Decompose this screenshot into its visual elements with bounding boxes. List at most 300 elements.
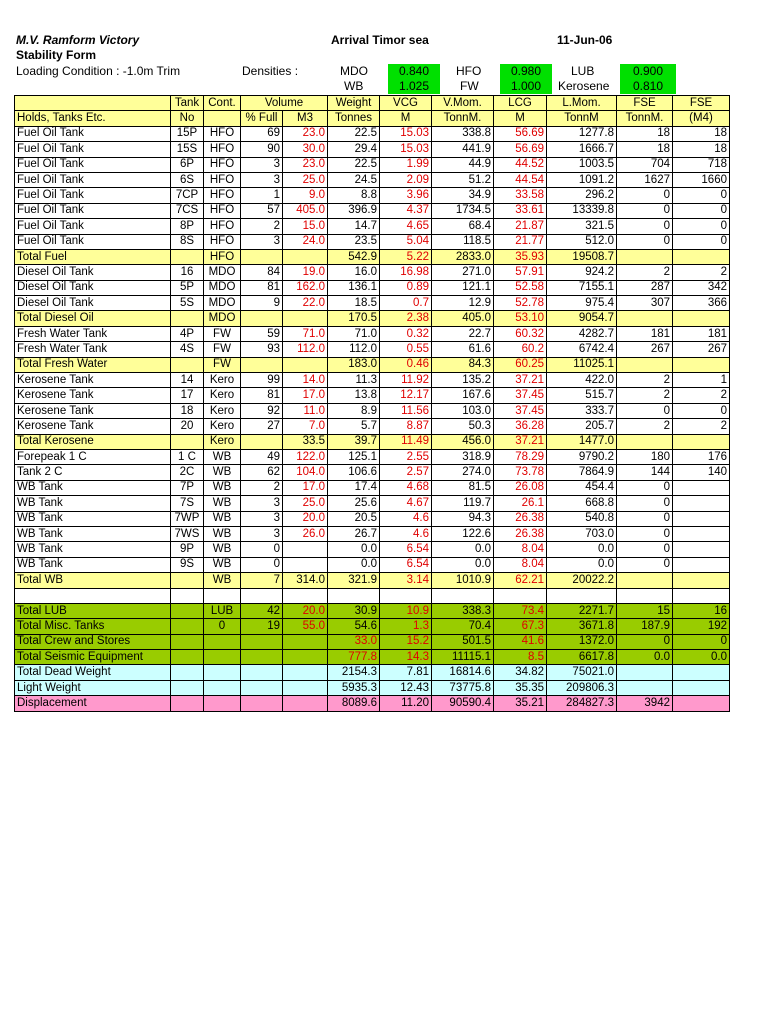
cell-lcg: 26.1 [494,496,547,511]
cell-v-mom: 34.9 [432,188,494,203]
cell-lcg: 57.91 [494,265,547,280]
cell-v-mom: 2833.0 [432,249,494,264]
cell-vcg: 0.55 [380,342,432,357]
cell-fse-m4: 1660 [673,172,730,187]
table-row [15,573,730,588]
cell-tank-no: 7P [171,480,204,495]
cell-fse-tonnm: 2 [617,373,673,388]
cell-contents: WB [204,511,241,526]
cell-item: Light Weight [15,680,171,695]
cell-vcg: 12.43 [380,680,432,695]
cell-l-mom: 284827.3 [547,696,617,711]
cell-fse-m4: 366 [673,296,730,311]
cell-contents [204,634,241,649]
cell-lcg: 60.32 [494,326,547,341]
cell-item: WB Tank [15,526,171,541]
cell-tank-no: 15P [171,126,204,141]
cell-lcg: 67.3 [494,619,547,634]
cell-vcg: 0.46 [380,357,432,372]
cell-tank-no: 9S [171,557,204,572]
cell-tank-no [171,573,204,588]
cell-lcg: 33.61 [494,203,547,218]
cell-fse-m4 [673,357,730,372]
cell-l-mom: 512.0 [547,234,617,249]
kerosene-label: Kerosene [558,79,610,93]
cell-volume-m3: 7.0 [283,419,328,434]
column-subheader-fse-tonnm: TonnM. [617,111,673,126]
cell-item: Total Seismic Equipment [15,650,171,665]
header-row-2 [15,111,730,126]
cell-vcg: 16.98 [380,265,432,280]
cell-fse-tonnm: 181 [617,326,673,341]
cell-lcg: 21.87 [494,219,547,234]
cell-item: WB Tank [15,557,171,572]
column-subheader-v-mom: TonnM. [432,111,494,126]
cell-lcg [494,588,547,603]
cell-volume-m3 [283,588,328,603]
cell-weight: 170.5 [328,311,380,326]
cell-l-mom: 9054.7 [547,311,617,326]
cell-fse-m4: 0 [673,188,730,203]
cell-volume-m3 [283,311,328,326]
cell-v-mom: 135.2 [432,373,494,388]
densities-label: Densities : [242,64,299,78]
cell-v-mom: 12.9 [432,296,494,311]
cell-item: Fuel Oil Tank [15,126,171,141]
cell-percent-full: 3 [241,496,283,511]
cell-contents: HFO [204,219,241,234]
cell-weight: 25.6 [328,496,380,511]
cell-item: Total Fuel [15,249,171,264]
cell-percent-full: 42 [241,603,283,618]
cell-contents: Kero [204,434,241,449]
column-header-fse-tonnm: FSE [617,96,673,111]
cell-contents: HFO [204,126,241,141]
table-row [15,203,730,218]
table-row [15,588,730,603]
cell-v-mom: 103.0 [432,403,494,418]
cell-contents: FW [204,342,241,357]
cell-lcg: 21.77 [494,234,547,249]
cell-fse-tonnm: 0 [617,188,673,203]
cell-lcg: 26.38 [494,511,547,526]
cell-fse-m4 [673,696,730,711]
cell-lcg: 35.35 [494,680,547,695]
cell-l-mom: 11025.1 [547,357,617,372]
cell-percent-full: 0 [241,542,283,557]
cell-tank-no: 1 C [171,449,204,464]
cell-weight: 8.9 [328,403,380,418]
cell-l-mom: 1372.0 [547,634,617,649]
cell-weight: 26.7 [328,526,380,541]
cell-fse-tonnm: 267 [617,342,673,357]
cell-fse-tonnm: 18 [617,142,673,157]
cell-contents [204,588,241,603]
cell-fse-tonnm: 144 [617,465,673,480]
column-header-l-mom: L.Mom. [547,96,617,111]
cell-fse-tonnm [617,588,673,603]
cell-vcg: 15.03 [380,126,432,141]
cell-item: Fuel Oil Tank [15,203,171,218]
cell-weight: 542.9 [328,249,380,264]
cell-vcg: 5.04 [380,234,432,249]
cell-v-mom: 441.9 [432,142,494,157]
table-row [15,219,730,234]
cell-fse-m4: 181 [673,326,730,341]
cell-l-mom: 3671.8 [547,619,617,634]
cell-volume-m3 [283,680,328,695]
cell-l-mom: 454.4 [547,480,617,495]
cell-vcg: 4.68 [380,480,432,495]
cell-percent-full: 7 [241,573,283,588]
cell-v-mom: 338.8 [432,126,494,141]
cell-lcg: 41.6 [494,634,547,649]
table-row [15,465,730,480]
cell-weight: 5935.3 [328,680,380,695]
cell-tank-no: 9P [171,542,204,557]
cell-percent-full: 9 [241,296,283,311]
mdo-density: 0.840 [388,64,440,79]
column-header-v-mom: V.Mom. [432,96,494,111]
cell-volume-m3: 23.0 [283,157,328,172]
cell-fse-m4 [673,557,730,572]
cell-fse-tonnm: 0 [617,480,673,495]
cell-fse-tonnm [617,357,673,372]
cell-l-mom: 4282.7 [547,326,617,341]
cell-percent-full [241,696,283,711]
cell-contents: HFO [204,249,241,264]
cell-vcg: 0.7 [380,296,432,311]
cell-fse-m4 [673,542,730,557]
cell-weight: 29.4 [328,142,380,157]
cell-weight: 23.5 [328,234,380,249]
column-subheader-fse-m4: (M4) [673,111,730,126]
cell-weight: 22.5 [328,157,380,172]
cell-volume-m3: 112.0 [283,342,328,357]
table-row [15,373,730,388]
cell-weight: 2154.3 [328,665,380,680]
cell-weight: 17.4 [328,480,380,495]
cell-fse-tonnm [617,311,673,326]
wb-density: 1.025 [388,79,440,94]
cell-lcg: 53.10 [494,311,547,326]
table-row [15,126,730,141]
cell-l-mom: 321.5 [547,219,617,234]
cell-item: Total Misc. Tanks [15,619,171,634]
cell-fse-tonnm: 18 [617,126,673,141]
cell-volume-m3 [283,634,328,649]
cell-fse-m4 [673,526,730,541]
cell-vcg: 8.87 [380,419,432,434]
cell-percent-full [241,357,283,372]
table-row [15,188,730,203]
cell-percent-full: 1 [241,188,283,203]
table-row [15,157,730,172]
cell-l-mom: 9790.2 [547,449,617,464]
table-row [15,650,730,665]
cell-v-mom: 81.5 [432,480,494,495]
cell-vcg: 14.3 [380,650,432,665]
cell-tank-no: 18 [171,403,204,418]
cell-item: Fuel Oil Tank [15,157,171,172]
cell-fse-tonnm [617,680,673,695]
column-header-percent-full: Volume [241,96,328,111]
cell-lcg: 37.21 [494,373,547,388]
cell-fse-m4 [673,573,730,588]
cell-weight: 11.3 [328,373,380,388]
cell-fse-tonnm: 3942 [617,696,673,711]
cell-contents: LUB [204,603,241,618]
cell-vcg: 2.09 [380,172,432,187]
cell-item: WB Tank [15,542,171,557]
cell-lcg: 73.78 [494,465,547,480]
cell-fse-tonnm: 2 [617,388,673,403]
column-subheader-volume-m3: M3 [283,111,328,126]
cell-weight: 0.0 [328,557,380,572]
cell-tank-no: 4P [171,326,204,341]
cell-tank-no: 5P [171,280,204,295]
cell-v-mom: 61.6 [432,342,494,357]
cell-tank-no: 7CS [171,203,204,218]
cell-percent-full: 99 [241,373,283,388]
table-row [15,449,730,464]
cell-tank-no [171,603,204,618]
cell-v-mom: 90590.4 [432,696,494,711]
cell-contents: HFO [204,188,241,203]
cell-volume-m3: 71.0 [283,326,328,341]
cell-l-mom: 209806.3 [547,680,617,695]
cell-vcg: 6.54 [380,542,432,557]
cell-contents: WB [204,480,241,495]
cell-fse-m4 [673,665,730,680]
cell-vcg: 4.6 [380,511,432,526]
cell-contents [204,650,241,665]
table-row [15,696,730,711]
cell-item: Total Diesel Oil [15,311,171,326]
cell-tank-no: 16 [171,265,204,280]
cell-percent-full: 93 [241,342,283,357]
cell-item: Total WB [15,573,171,588]
cell-contents: WB [204,496,241,511]
cell-lcg: 52.78 [494,296,547,311]
column-header-tank-no: Tank [171,96,204,111]
cell-tank-no: 4S [171,342,204,357]
cell-weight: 39.7 [328,434,380,449]
table-row [15,249,730,264]
cell-weight: 71.0 [328,326,380,341]
cell-v-mom: 73775.8 [432,680,494,695]
cell-item: Fresh Water Tank [15,342,171,357]
cell-vcg: 1.3 [380,619,432,634]
cell-volume-m3: 25.0 [283,172,328,187]
cell-volume-m3: 17.0 [283,388,328,403]
cell-contents: HFO [204,142,241,157]
cell-tank-no: 8S [171,234,204,249]
form-title: Stability Form [16,48,97,62]
voyage-label: Arrival Timor sea [331,33,429,47]
cell-lcg: 73.4 [494,603,547,618]
cell-volume-m3: 20.0 [283,511,328,526]
cell-fse-tonnm: 0 [617,557,673,572]
cell-fse-tonnm: 287 [617,280,673,295]
table-row [15,419,730,434]
cell-contents: Kero [204,388,241,403]
cell-lcg: 33.58 [494,188,547,203]
cell-weight: 14.7 [328,219,380,234]
cell-v-mom: 51.2 [432,172,494,187]
cell-weight: 54.6 [328,619,380,634]
cell-contents: WB [204,557,241,572]
cell-weight: 20.5 [328,511,380,526]
cell-lcg: 44.54 [494,172,547,187]
cell-tank-no: 5S [171,296,204,311]
cell-item: Fuel Oil Tank [15,142,171,157]
cell-percent-full: 84 [241,265,283,280]
cell-l-mom: 1477.0 [547,434,617,449]
cell-percent-full [241,311,283,326]
cell-lcg: 37.21 [494,434,547,449]
cell-tank-no: 7S [171,496,204,511]
cell-v-mom: 318.9 [432,449,494,464]
date-label: 11-Jun-06 [557,33,613,47]
cell-lcg: 44.52 [494,157,547,172]
cell-tank-no [171,680,204,695]
cell-l-mom: 205.7 [547,419,617,434]
cell-lcg: 78.29 [494,449,547,464]
column-subheader-l-mom: TonnM [547,111,617,126]
cell-percent-full [241,650,283,665]
cell-contents: WB [204,526,241,541]
stability-table [14,95,730,712]
cell-percent-full: 62 [241,465,283,480]
table-row [15,357,730,372]
cell-v-mom: 1734.5 [432,203,494,218]
cell-fse-m4 [673,588,730,603]
cell-lcg: 37.45 [494,388,547,403]
cell-fse-m4: 1 [673,373,730,388]
cell-contents: MDO [204,265,241,280]
fw-label: FW [460,79,479,93]
cell-vcg: 4.67 [380,496,432,511]
cell-v-mom: 84.3 [432,357,494,372]
cell-fse-tonnm [617,573,673,588]
cell-fse-m4: 0 [673,203,730,218]
cell-percent-full: 3 [241,234,283,249]
table-row [15,326,730,341]
cell-weight [328,588,380,603]
cell-item: Fuel Oil Tank [15,234,171,249]
column-subheader-lcg: M [494,111,547,126]
table-row [15,480,730,495]
cell-vcg: 11.92 [380,373,432,388]
cell-tank-no [171,311,204,326]
cell-contents [204,696,241,711]
cell-tank-no [171,357,204,372]
cell-v-mom: 118.5 [432,234,494,249]
cell-fse-tonnm: 704 [617,157,673,172]
cell-percent-full: 3 [241,526,283,541]
cell-volume-m3: 24.0 [283,234,328,249]
cell-volume-m3: 30.0 [283,142,328,157]
column-subheader-item: Holds, Tanks Etc. [15,111,171,126]
cell-l-mom: 19508.7 [547,249,617,264]
cell-percent-full [241,249,283,264]
cell-volume-m3: 15.0 [283,219,328,234]
cell-percent-full: 19 [241,619,283,634]
cell-item: Total Kerosene [15,434,171,449]
cell-lcg: 26.08 [494,480,547,495]
table-row [15,388,730,403]
cell-item: WB Tank [15,511,171,526]
table-row [15,311,730,326]
cell-v-mom: 456.0 [432,434,494,449]
cell-item: Fuel Oil Tank [15,188,171,203]
cell-fse-tonnm: 2 [617,419,673,434]
cell-v-mom: 501.5 [432,634,494,649]
cell-lcg: 60.25 [494,357,547,372]
cell-vcg: 11.49 [380,434,432,449]
cell-lcg: 8.04 [494,557,547,572]
cell-l-mom: 668.8 [547,496,617,511]
cell-item: Total Crew and Stores [15,634,171,649]
cell-fse-tonnm: 0 [617,403,673,418]
cell-contents: FW [204,357,241,372]
cell-l-mom: 7864.9 [547,465,617,480]
hfo-density: 0.980 [500,64,552,79]
cell-vcg: 1.99 [380,157,432,172]
cell-percent-full: 69 [241,126,283,141]
cell-volume-m3 [283,249,328,264]
cell-item: Kerosene Tank [15,419,171,434]
cell-percent-full: 27 [241,419,283,434]
cell-l-mom: 296.2 [547,188,617,203]
cell-item: Displacement [15,696,171,711]
cell-weight: 30.9 [328,603,380,618]
cell-volume-m3: 14.0 [283,373,328,388]
cell-v-mom: 22.7 [432,326,494,341]
cell-volume-m3 [283,542,328,557]
column-header-weight: Weight [328,96,380,111]
table-row [15,280,730,295]
table-row [15,434,730,449]
cell-v-mom: 44.9 [432,157,494,172]
cell-volume-m3: 33.5 [283,434,328,449]
cell-tank-no: 6P [171,157,204,172]
cell-volume-m3: 314.0 [283,573,328,588]
cell-fse-tonnm: 2 [617,265,673,280]
cell-volume-m3 [283,357,328,372]
table-row [15,619,730,634]
cell-vcg: 6.54 [380,557,432,572]
cell-volume-m3: 162.0 [283,280,328,295]
cell-tank-no: 17 [171,388,204,403]
cell-vcg: 0.32 [380,326,432,341]
column-header-lcg: LCG [494,96,547,111]
cell-lcg: 35.21 [494,696,547,711]
cell-l-mom: 703.0 [547,526,617,541]
cell-lcg: 37.45 [494,403,547,418]
cell-weight: 33.0 [328,634,380,649]
column-header-vcg: VCG [380,96,432,111]
cell-weight: 16.0 [328,265,380,280]
cell-contents [204,680,241,695]
cell-lcg: 56.69 [494,126,547,141]
cell-v-mom: 94.3 [432,511,494,526]
cell-contents: MDO [204,311,241,326]
cell-vcg: 12.17 [380,388,432,403]
cell-lcg: 56.69 [494,142,547,157]
cell-l-mom: 2271.7 [547,603,617,618]
